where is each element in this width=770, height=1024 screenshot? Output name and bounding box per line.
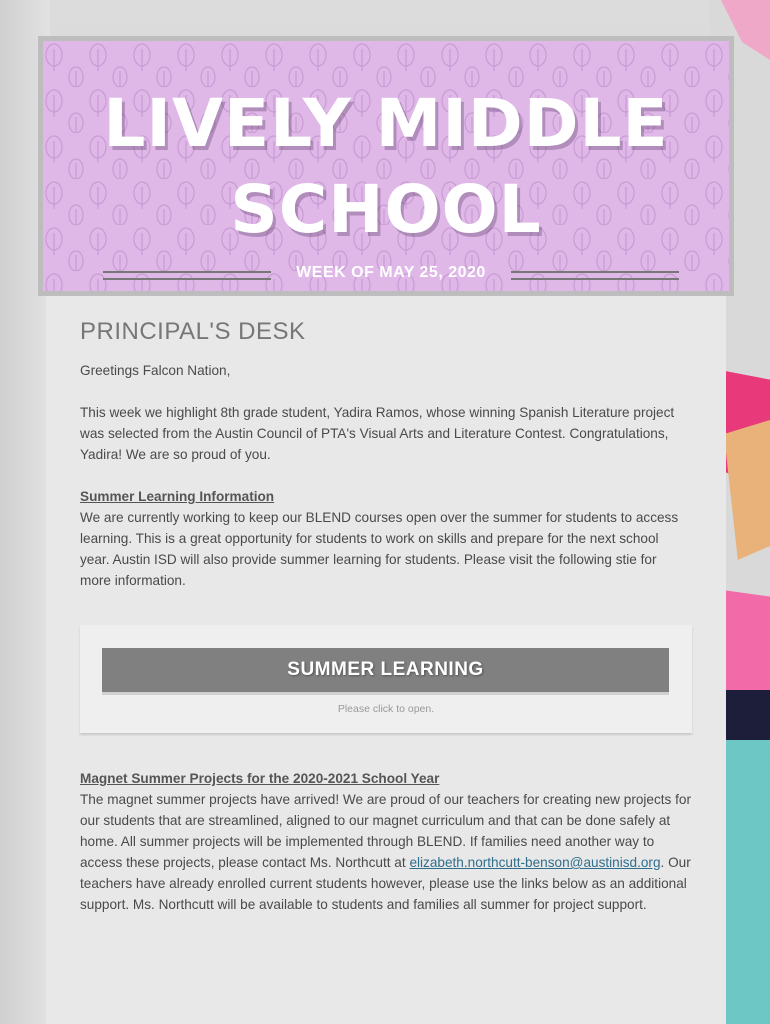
greeting-text: Greetings Falcon Nation,: [80, 363, 231, 378]
summer-learning-paragraph: We are currently working to keep our BLEND courses open over the summer for students to access learning. This is a great opportunity for students to work on skills and prepare for the next school year. Austin ISD will also provide summer learning for students. Please visit the following stie for more information.: [80, 510, 679, 588]
summer-learning-heading: Summer Learning Information: [80, 489, 275, 504]
decor-paper: [720, 590, 770, 700]
magnet-paragraph: [80, 789, 692, 915]
principal-section: [80, 318, 690, 591]
magnet-text-after: . Our teachers have already enrolled current students however, please use the links below as an additional support. Ms. Northcutt will be available to students and families all summer for project support.: [80, 855, 691, 912]
highlight-paragraph: This week we highlight 8th grade student, Yadira Ramos, whose winning Spanish Literature project was selected from the Austin Council of PTA's Visual Arts and Literature Contest. Congratulations, Yadira! We are so proud of you.: [80, 405, 675, 462]
newsletter-header: [38, 36, 734, 296]
school-title-line1: LIVELY MIDDLE: [103, 85, 669, 162]
divider-right: [511, 271, 679, 280]
magnet-text-before: The magnet summer projects have arrived! We are proud of our teachers for creating new projects for our students that are streamlined, aligned to our magnet curriculum and that can be done safely at home. All summer projects will be implemented through BLEND. If families need another way to access these projects, please contact Ms. Northcutt at: [80, 792, 691, 870]
magnet-section: [80, 768, 692, 915]
decor-paper: [722, 740, 770, 1024]
button-note: Please click to open.: [337, 703, 435, 715]
summer-learning-block: [80, 625, 692, 733]
week-label: WEEK OF MAY 25, 2020: [296, 264, 486, 281]
section-title: PRINCIPAL'S DESK: [80, 318, 306, 345]
magnet-heading: Magnet Summer Projects for the 2020-2021 School Year: [80, 771, 440, 786]
week-row: [103, 263, 679, 283]
decor-paper: [720, 690, 770, 740]
summer-learning-button[interactable]: SUMMER LEARNING: [102, 648, 669, 692]
email-link[interactable]: elizabeth.northcutt-benson@austinisd.org: [409, 855, 661, 870]
school-title-line2: SCHOOL: [230, 171, 542, 248]
school-title: [43, 81, 729, 253]
